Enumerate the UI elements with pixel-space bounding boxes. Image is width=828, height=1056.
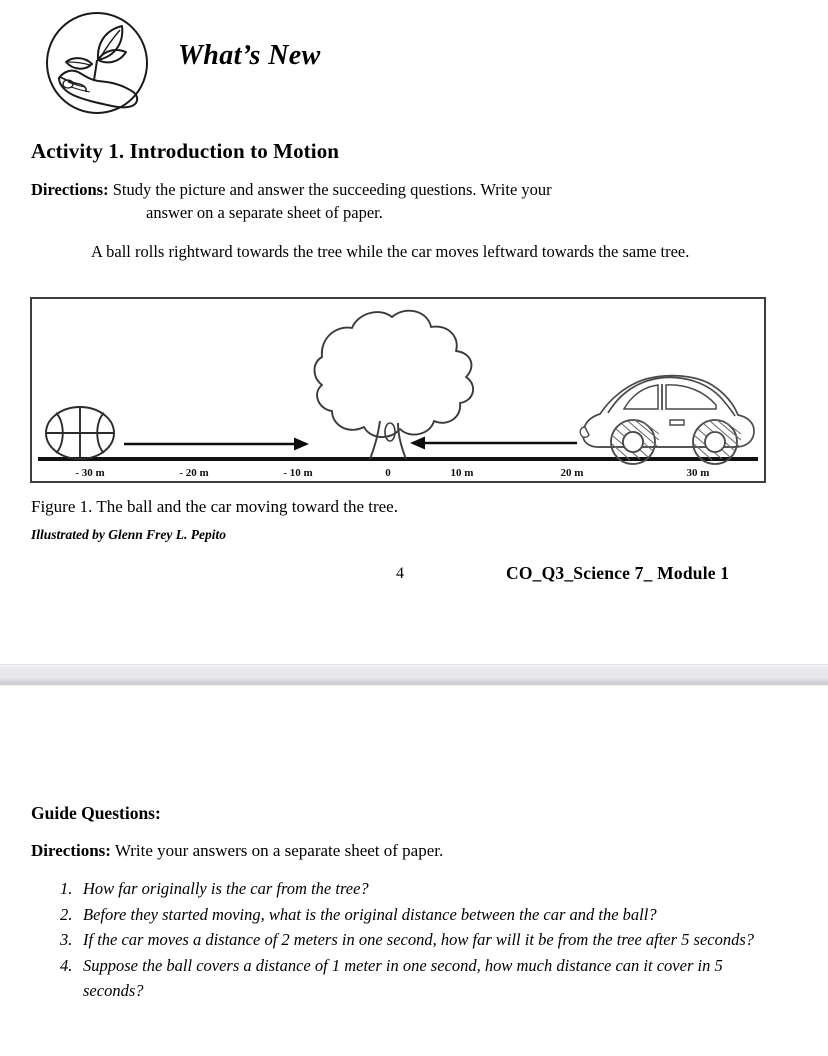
guide-question-number: 1. [60, 879, 73, 898]
car-direction-arrow-left [410, 437, 577, 450]
figure-caption: Figure 1. The ball and the car moving toward the tree. [31, 497, 398, 516]
guide-directions-text: Write your answers on a separate sheet of paper. [114, 841, 444, 860]
scale-label: 30 m [686, 467, 710, 479]
guide-question-item [60, 902, 778, 928]
page-separator [0, 664, 828, 686]
scale-label: 0 [385, 467, 391, 479]
activity-directions [31, 178, 776, 224]
figure-illustration [30, 297, 766, 483]
guide-directions [31, 841, 443, 861]
scale-label: - 10 m [283, 467, 313, 479]
hand-holding-sprout-icon [40, 8, 154, 118]
scale-label: 20 m [560, 467, 584, 479]
directions-label: Directions: [31, 180, 109, 199]
guide-question-item [60, 927, 778, 953]
guide-question-number: 4. [60, 955, 73, 975]
guide-question-number: 2. [60, 904, 73, 924]
figure-scale-labels [75, 467, 709, 479]
figure-credit: Illustrated by Glenn Frey L. Pepito [31, 527, 226, 542]
guide-question-text: How far originally is the car from the tree? [83, 879, 369, 898]
guide-question-text: Before they started moving, what is the original distance between the car and the ball? [83, 904, 657, 924]
car-illustration [580, 376, 754, 464]
module-code: CO_Q3_Science 7_ Module 1 [506, 563, 730, 583]
ball-direction-arrow-right [124, 438, 309, 451]
guide-questions-title: Guide Questions: [31, 803, 161, 823]
activity-title: Activity 1. Introduction to Motion [31, 139, 340, 163]
page-title: What’s New [178, 40, 321, 71]
guide-directions-label: Directions: [31, 841, 111, 860]
guide-questions-list [60, 876, 778, 1004]
scale-label: - 20 m [179, 467, 209, 479]
ball-illustration [46, 407, 114, 459]
section-header [0, 0, 828, 122]
scale-label: 10 m [450, 467, 474, 479]
guide-question-item [60, 876, 778, 902]
ground-line [38, 457, 758, 461]
page-number: 4 [396, 565, 404, 582]
directions-text-line2: answer on a separate sheet of paper. [146, 203, 383, 222]
scale-label: - 30 m [75, 467, 105, 479]
guide-question-text: Suppose the ball covers a distance of 1 meter in one second, how much distance can it cover in 5 seconds? [83, 955, 723, 1000]
guide-question-item [60, 953, 778, 1004]
intro-paragraph: A ball rolls rightward towards the tree while the car moves leftward towards the same tree. [91, 242, 690, 261]
guide-question-number: 3. [60, 930, 73, 949]
guide-question-text: If the car moves a distance of 2 meters in one second, how far will it be from the tree after 5 seconds? [83, 930, 755, 949]
directions-text: Study the picture and answer the succeeding questions. Write your [112, 180, 552, 199]
tree-illustration [315, 311, 474, 459]
